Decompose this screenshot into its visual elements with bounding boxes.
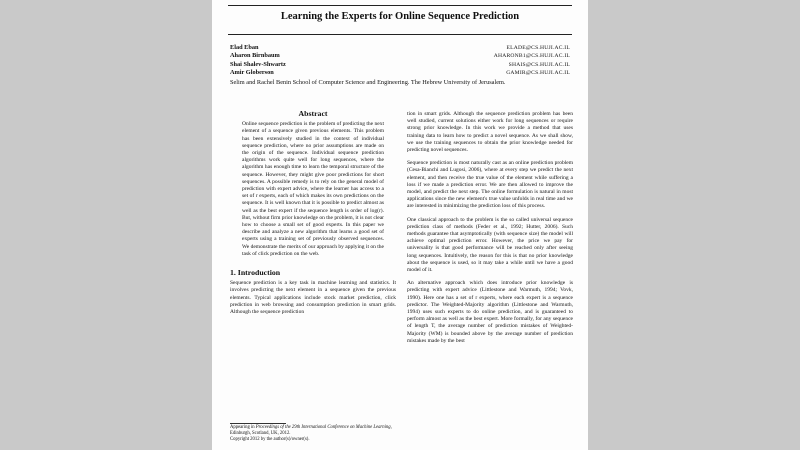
intro-text: Sequence prediction is a key task in machine learning and statistics. It involves predicting the next element in a sequence given the previous elements. Typical applications include stock market prediction, click prediction in web browsing and consumption prediction in smart grids. Although the sequence prediction <box>230 280 396 316</box>
author-row <box>230 61 570 69</box>
title-rule <box>228 34 572 35</box>
body-paragraph: tion in smart grids. Although the sequence prediction problem has been well studied, current solutions either work for long sequences or require strong prior knowledge. In this work we provide a method that uses training data to learn how to predict a novel sequence. As we shall show, we use the training sequences to obtain the prior knowledge needed for predicting novel sequences. <box>407 111 573 154</box>
footnote-rule <box>230 423 286 424</box>
author-block <box>230 44 570 87</box>
footnote <box>230 425 396 443</box>
author-name: Shai Shalev-Shwartz <box>230 60 286 68</box>
author-name: Aharon Birnbaum <box>230 52 280 60</box>
author-email: ELADE@CS.HUJI.AC.IL <box>506 45 570 51</box>
author-row <box>230 52 570 60</box>
author-row <box>230 69 570 77</box>
footnote-prefix: Appearing in <box>230 425 256 430</box>
author-row <box>230 44 570 52</box>
footnote-proceedings: Proceedings of the 29th International Conference on Machine Learning <box>255 425 391 430</box>
body-paragraph: An alternative approach which does introduce prior knowledge is predicting with expert advice (Littlestone and Warmuth, 1994; Vovk, 1990). Here one has a set of r experts, where each expert is a sequence predictor. The Weighted-Majority algorithm (Littlestone and Warmuth, 1994) uses such experts to do online prediction, and is guaranteed to perform almost as well as the best expert. More formally, for any sequence of length T, the average number of prediction mistakes of Weighted-Majority (WM) is bounded above by the average number of prediction mistakes made by the best <box>407 280 573 344</box>
author-email: SHAIS@CS.HUJI.AC.IL <box>508 61 570 68</box>
author-name: Elad Eban <box>230 44 259 51</box>
author-name: Amir Globerson <box>230 69 274 77</box>
paper-title: Learning the Experts for Online Sequence Prediction <box>280 11 520 22</box>
left-column <box>230 110 396 316</box>
body-paragraph: One classical approach to the problem is the so called universal sequence prediction class of methods (Feder et al., 1992; Hutter, 2006). Such methods guarantee that asymptotically (with sequence size) the model will achieve optimal prediction error. However, the price we pay for universality is that good performance will be reached only after seeing long sequences. Intuitively, the reason for this is that no prior knowledge about the sequence is used, so it may take a while until we have a good model of it. <box>407 216 573 274</box>
abstract-heading: Abstract <box>298 109 328 118</box>
author-email: GAMIR@CS.HUJI.AC.IL <box>506 70 570 77</box>
intro-heading: 1. Introduction <box>230 268 281 278</box>
footnote-copyright: Copyright 2012 by the author(s)/owner(s). <box>230 437 310 442</box>
footnote-suffix: , Edinburgh, Scotland, UK, 2012. <box>230 425 392 436</box>
author-email: AHARONB1@CS.HUJI.AC.IL <box>493 53 570 60</box>
paper-page <box>212 0 588 450</box>
top-rule <box>228 5 572 6</box>
right-column <box>407 111 573 351</box>
body-paragraph: Sequence prediction is most naturally cast as an online prediction problem (Cesa-Bianchi and Lugosi, 2006), where at every step we predict the next element, and then receive the true value of the element while suffering a loss if we made a prediction error. We are then allowed to improve the model, and predict the next step. The online formulation is natural in most applications since the new element's true value unfolds in real time and we are interested in minimizing the prediction loss of this process. <box>407 160 573 210</box>
abstract-text: Online sequence prediction is the problem of predicting the next element of a sequence given previous elements. This problem has been extensively studied in the context of individual sequence prediction, where no prior assumptions are made on the origin of the sequence. Individual sequence prediction algorithms work quite well for long sequences, where the algorithm has enough time to learn the temporal structure of the sequence. However, they might give poor predictions for short sequences. A possible remedy is to rely on the general model of prediction with expert advice, where the learner has access to a set of r experts, each of which makes its own predictions on the sequence. It is well known that it is possible to predict almost as well as the best expert if the sequence length is order of log(r). But, without firm prior knowledge on the problem, it is not clear how to choose a small set of good experts. In this paper we describe and analyze a new algorithm that learns a good set of experts using a training set of previously observed sequences. We demonstrate the merits of our approach by applying it on the task of click prediction on the web. <box>242 121 384 257</box>
affiliation: Selim and Rachel Benin School of Computer Science and Engineering. The Hebrew University of Jerusalem. <box>230 78 506 86</box>
